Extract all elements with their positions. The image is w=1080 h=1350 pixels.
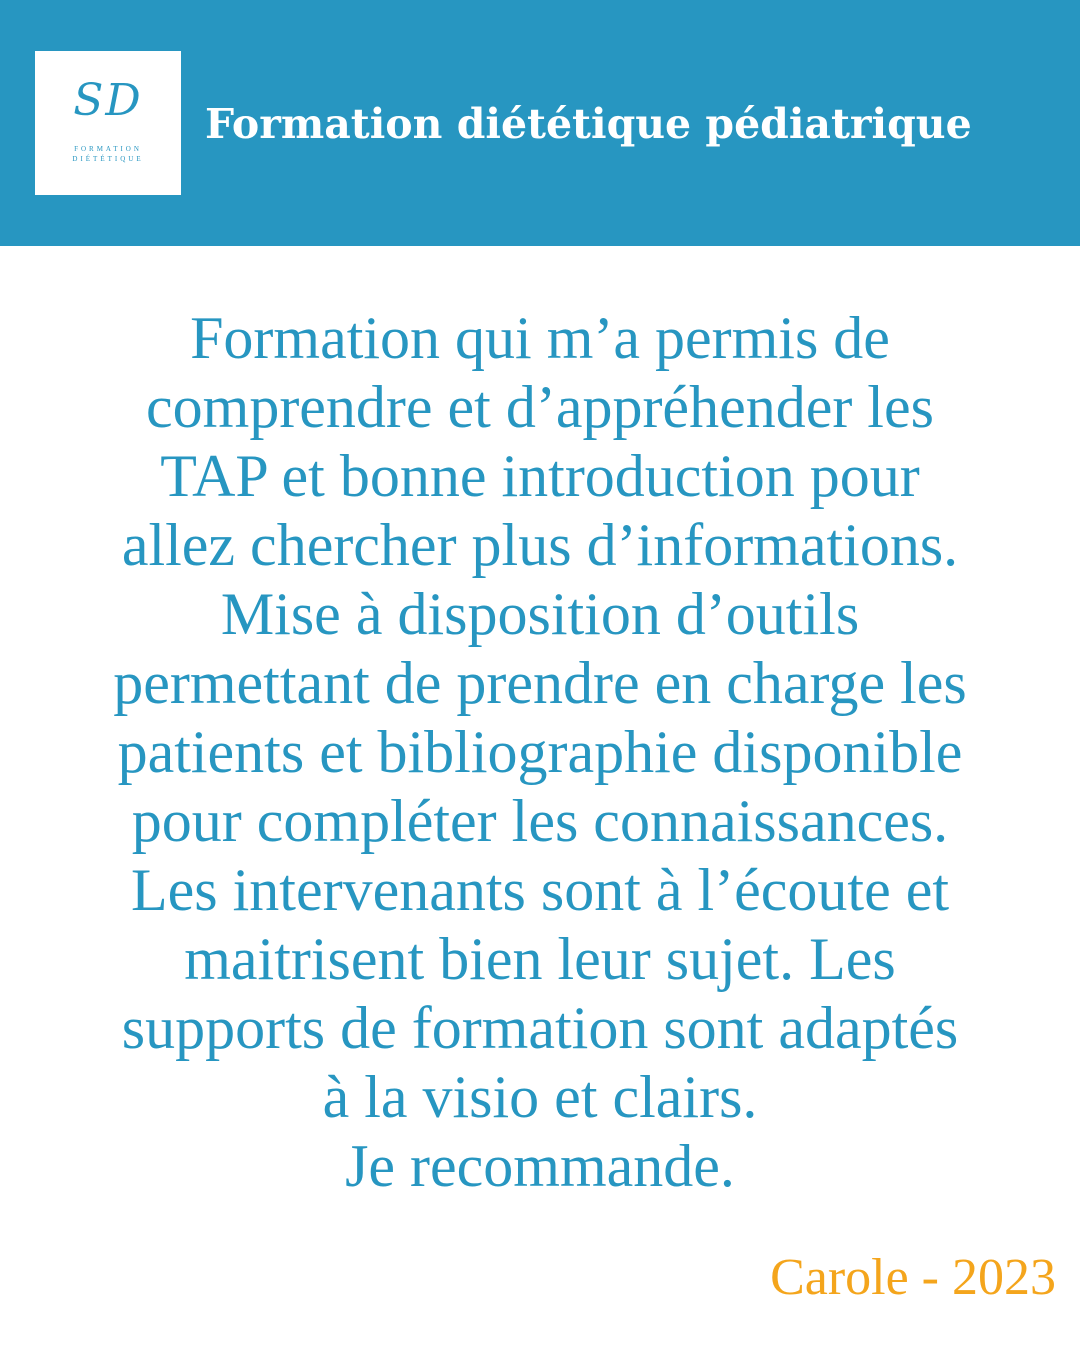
testimonial-line: patients et bibliographie disponible <box>117 719 963 785</box>
testimonial-line: Je recommande. <box>345 1133 735 1199</box>
author-signature: Carole - 2023 <box>770 1249 1056 1306</box>
testimonial-line: comprendre et d’appréhender les <box>146 374 934 440</box>
header-banner <box>0 0 1080 246</box>
testimonial-text <box>40 304 1040 1201</box>
logo-subtitle-line1: FORMATION <box>74 145 142 153</box>
testimonial-line: à la visio et clairs. <box>322 1064 758 1130</box>
logo-subtitle-line2: DIÉTÉTIQUE <box>72 155 144 163</box>
testimonial-line: supports de formation sont adaptés <box>121 995 959 1061</box>
testimonial-line: TAP et bonne introduction pour <box>160 443 920 509</box>
testimonial-line: permettant de prendre en charge les <box>113 650 967 716</box>
testimonial-line: Formation qui m’a permis de <box>190 305 890 371</box>
testimonial-line: Mise à disposition d’outils <box>220 581 860 647</box>
testimonial-line: allez chercher plus d’informations. <box>121 512 959 578</box>
testimonial-line: maitrisent bien leur sujet. Les <box>184 926 896 992</box>
testimonial-line: pour compléter les connaissances. <box>131 788 949 854</box>
logo <box>35 51 181 195</box>
page-title: Formation diététique pédiatrique <box>205 100 972 148</box>
testimonial-line: Les intervenants sont à l’écoute et <box>130 857 950 923</box>
logo-monogram: SD <box>73 75 143 126</box>
